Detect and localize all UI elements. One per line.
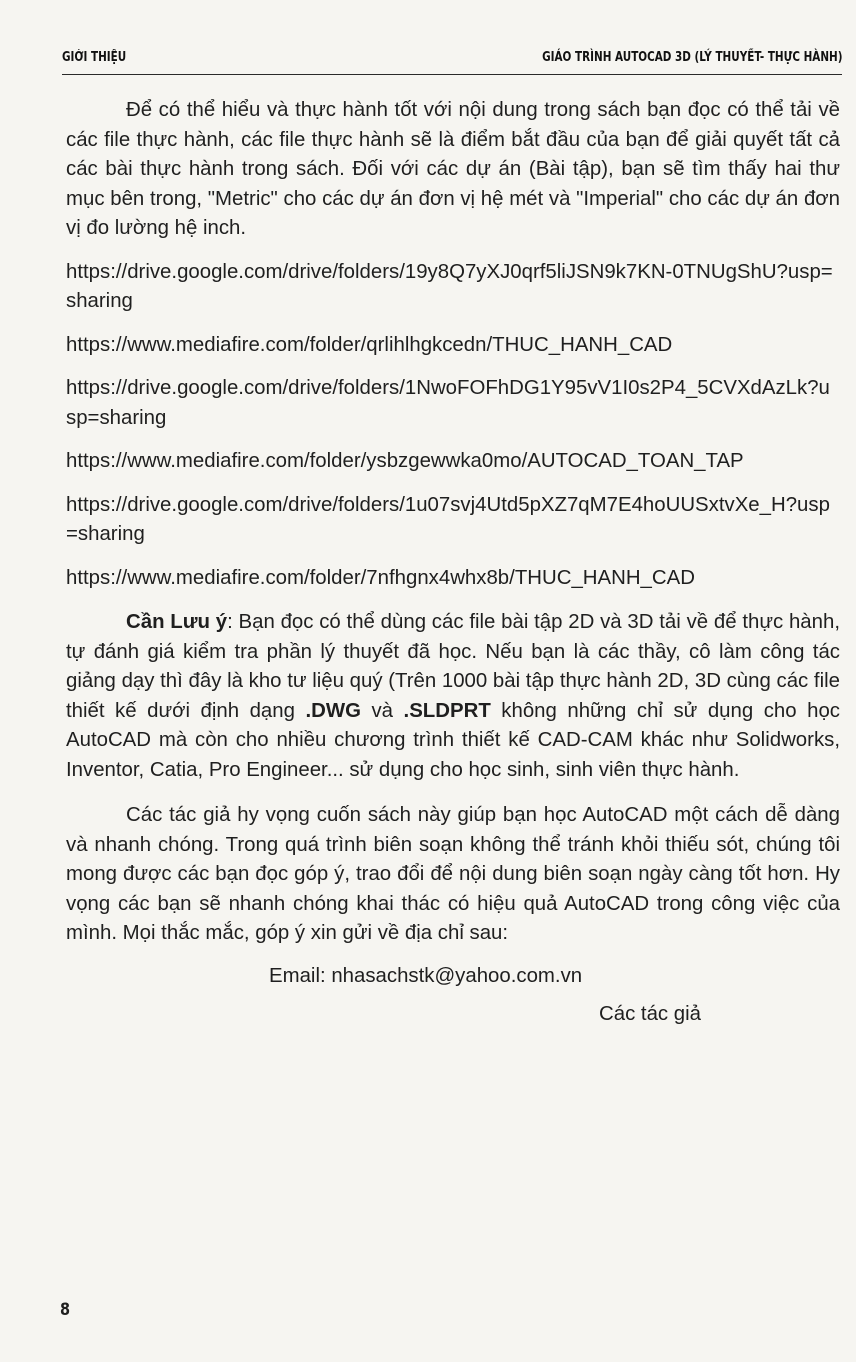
note-text: và [360,699,404,722]
download-links [66,258,840,594]
note-paragraph [66,608,840,785]
download-link[interactable]: https://www.mediafire.com/folder/ysbzgewwka0mo/AUTOCAD_TOAN_TAP [66,450,744,472]
page-number: 8 [60,1300,71,1320]
download-link[interactable]: https://www.mediafire.com/folder/qrlihlhgkcedn/THUC_HANH_CAD [66,333,673,356]
author-signature: Các tác giả [599,1003,702,1025]
running-header [62,44,842,75]
intro-paragraph: Để có thể hiểu và thực hành tốt với nội dung trong sách bạn đọc có thể tải về các file thực hành, các file thực hành sẽ là điểm bắt đầu của bạn để giải quyết tất cả các bài thực hành trong sách. Đối với các dự án (Bài tập), bạn sẽ tìm thấy hai thư mục bên trong, "Metric" cho các dự án đơn vị hệ mét và "Imperial" cho các dự án đơn vị đo lường hệ inch. [66,99,840,239]
download-link[interactable]: https://drive.google.com/drive/folders/19y8Q7yXJ0qrf5liJSN9k7KN-0TNUgShU?usp=sharing [66,260,833,312]
book-title: GIÁO TRÌNH AUTOCAD 3D (LÝ THUYẾT- THỰC HÀNH) [541,50,842,65]
closing-paragraph: Các tác giả hy vọng cuốn sách này giúp bạn học AutoCAD một cách dễ dàng và nhanh chóng. Trong quá trình biên soạn không thể tránh khỏi thiếu sót, chúng tôi mong được các bạn đọc góp ý, trao đổi để nội dung biên soạn ngày càng tốt hơn. Hy vọng các bạn sẽ nhanh chóng khai thác có hiệu quả AutoCAD trong công việc của mình. Mọi thắc mắc, góp ý xin gửi về địa chỉ sau: [66,804,840,944]
download-link[interactable]: https://drive.google.com/drive/folders/1u07svj4Utd5pXZ7qM7E4hoUUSxtvXe_H?usp=sharing [66,493,830,545]
note-label: Cần Lưu ý [126,611,228,633]
page-content [66,96,840,1030]
download-link[interactable]: https://www.mediafire.com/folder/7nfhgnx4whx8b/THUC_HANH_CAD [66,566,695,589]
section-title: GIỚI THIỆU [62,50,127,65]
download-link[interactable]: https://drive.google.com/drive/folders/1NwoFOFhDG1Y95vV1I0s2P4_5CVXdAzLk?usp=sharing [66,377,830,429]
contact-email[interactable]: Email: nhasachstk@yahoo.com.vn [269,964,583,987]
note-text: không những chỉ sử dụng cho học AutoCAD mà còn cho nhiều chương trình thiết kế CAD-CAM khác như Solidworks, Inventor, Catia, Pro Engineer... sử dụng cho học sinh, sinh viên thực hành. [66,699,840,781]
note-text: : Bạn đọc có thể dùng các file bài tập 2D và 3D tải về để thực hành, tự đánh giá kiểm tra phần lý thuyết đã học. Nếu bạn là các thầy, cô làm công tác giảng dạy thì đây là kho tư liệu quý (Trên 1000 bài tập thực hành 2D, 3D cùng các file thiết kế dưới định dạng [66,611,840,722]
dwg-format: .DWG [305,699,361,722]
sldprt-format: .SLDPRT [403,699,491,722]
